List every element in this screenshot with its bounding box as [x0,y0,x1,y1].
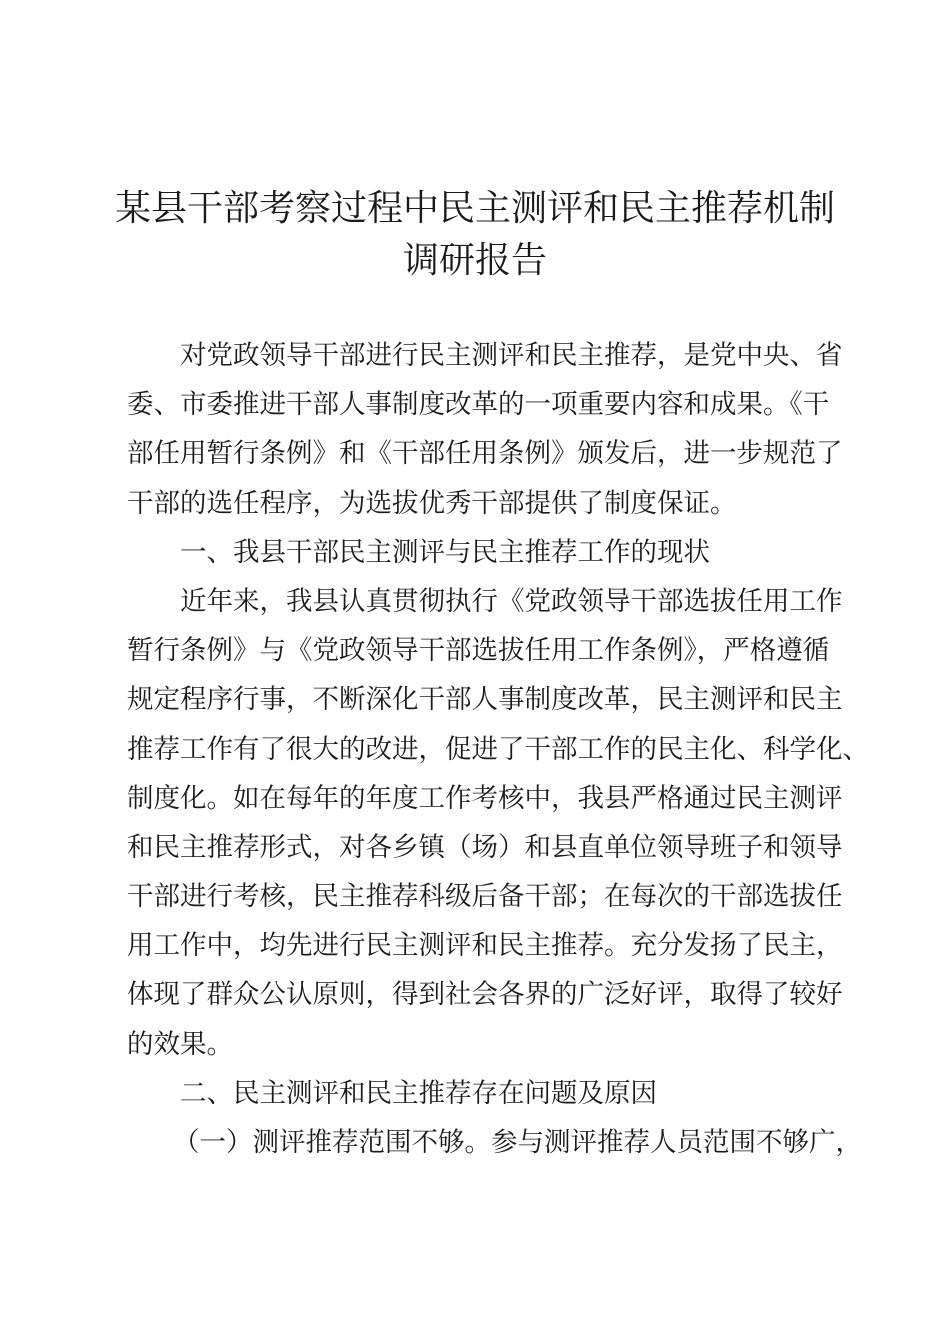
paragraph-status-line-8: 用工作中，均先进行民主测评和民主推荐。充分发扬了民主， [127,930,843,962]
document-title [60,183,890,287]
paragraph-status-line-10: 的效果。 [127,1028,233,1060]
paragraph-intro-line-1: 对党政领导干部进行民主测评和民主推荐，是党中央、省 [180,340,843,371]
paragraph-status-line-5: 制度化。如在每年的年度工作考核中，我县严格通过民主测评 [127,782,843,814]
document-body [127,331,869,1167]
title-line-1: 某县干部考察过程中民主测评和民主推荐机制 [114,188,835,229]
paragraph-status-line-6: 和民主推荐形式，对各乡镇（场）和县直单位领导班子和领导 [127,831,843,863]
paragraph-status-line-1: 近年来，我县认真贯彻执行《党政领导干部选拔任用工作 [180,585,843,617]
paragraph-intro-line-3: 部任用暂行条例》和《干部任用条例》颁发后，进一步规范了 [127,438,843,470]
paragraph-status-line-4: 推荐工作有了很大的改进，促进了干部工作的民主化、科学化、 [127,733,869,765]
paragraph-status-line-2: 暂行条例》与《党政领导干部选拔任用工作条例》，严格遵循 [127,635,830,667]
subsection-heading-1: （一）测评推荐范围不够。参与测评推荐人员范围不够广， [173,1127,862,1158]
paragraph-status-line-7: 干部进行考核，民主推荐科级后备干部；在每次的干部选拔任 [127,881,843,913]
paragraph-status-line-3: 规定程序行事，不断深化干部人事制度改革，民主测评和民主 [127,684,843,716]
paragraph-status-line-9: 体现了群众公认原则，得到社会各界的广泛好评，取得了较好 [127,979,843,1011]
section-heading-1: 一、我县干部民主测评与民主推荐工作的现状 [180,536,710,568]
paragraph-intro-line-2: 委、市委推进干部人事制度改革的一项重要内容和成果。《干 [127,389,830,421]
paragraph-intro-line-4: 干部的选任程序，为选拔优秀干部提供了制度保证。 [127,487,737,519]
section-heading-2: 二、民主测评和民主推荐存在问题及原因 [180,1077,657,1109]
title-line-2: 调研报告 [402,240,547,281]
